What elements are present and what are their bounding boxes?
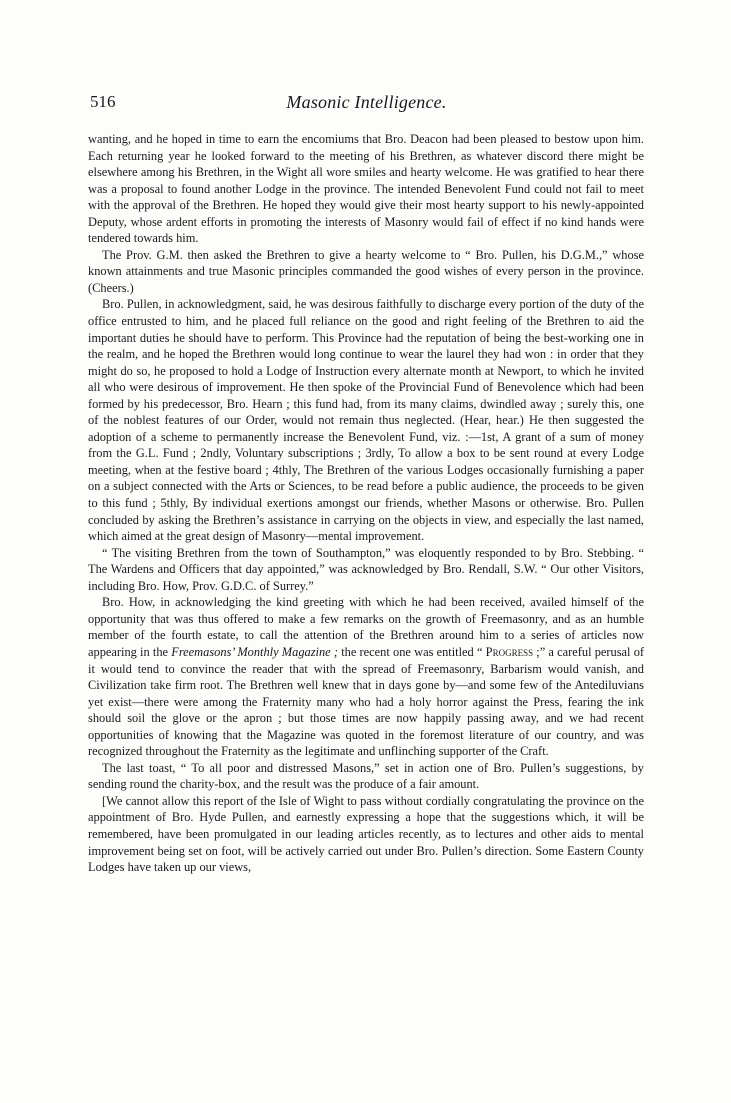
paragraph-bro-how-pre: Bro. How, in acknowledging the kind greeting with which he had been received, availed himself of the opportunity that was thus offered to make a few remarks on the growth of Freemasonry, and as an humble member of the fourth estate, to call the attention of the Brethren around him to a series of articles now appearing in the: [88, 595, 644, 659]
paragraph-pullen-response: Bro. Pullen, in acknowledgment, said, he was desirous faithfully to discharge every portion of the duty of the office entrusted to him, and he placed full reliance on the good and right feeling of the Brethren to aid the important duties he should have to perform. This Province had the reputation of being the best-working one in the realm, and he hoped the Brethren would long continue to wear the laurel they had won : in order that they might do so, he proposed to hold a Lodge of Instruction every alternate month at Newport, to which he invited all who were desirous of improvement. He then spoke of the Provincial Fund of Benevolence which had been formed by his predecessor, Bro. Hearn ; this fund had, from its many claims, dwindled away ; surely this, one of the noblest features of our Order, would not remain thus neglected. (Hear, hear.) He then suggested the adoption of a scheme to permanently increase the Benevolent Fund, viz. :—1st, A grant of a sum of money from the G.L. Fund ; 2ndly, Voluntary subscriptions ; 3rdly, To allow a box to be sent round at every Lodge meeting, when at the festive board ; 4thly, The Brethren of the various Lodges occasionally furnishing a paper on a subject connected with the Arts or Sciences, to be read before a public audience, the proceeds to be given to this fund ; 5thly, By individual exertions amongst our friends, whether Masons or otherwise. Bro. Pullen concluded by asking the Brethren’s assistance in carrying on the objects in view, and especially the last named, which aimed at the great design of Masonry—mental improvement.: [88, 297, 644, 544]
paragraph-prov-gm-toast: The Prov. G.M. then asked the Brethren to give a hearty welcome to “ Bro. Pullen, his D.G.M.,” whose known attainments and true Masonic principles commanded the good wishes of every person in the province. (Cheers.): [88, 247, 644, 295]
paragraph-editorial-note: [We cannot allow this report of the Isle of Wight to pass without cordially congratulating the province on the appointment of Bro. Hyde Pullen, and earnestly expressing a hope that the suggestions which, it will be remembered, have been promulgated in our leading articles recently, as to lectures and other aids to mental improvement being set on foot, will be actively carried out under Bro. Pullen’s direction. Some Eastern County Lodges have taken up our views,: [88, 793, 644, 875]
paragraph-bro-how: [88, 594, 644, 759]
running-title: Masonic Intelligence.: [286, 92, 447, 112]
running-head: [90, 92, 643, 118]
paragraph-last-toast: The last toast, “ To all poor and distressed Masons,” set in action one of Bro. Pullen’s suggestions, by sending round the charity-box, and the result was the produce of a fair amount.: [88, 760, 644, 792]
paragraph-bro-how-mid: the recent one was entitled “: [338, 644, 486, 659]
paragraph-bro-how-post: ;” a careful perusal of it would tend to convince the reader that with the spread of Freemasonry, Barbarism would vanish, and Civilization take firm root. The Brethren well knew that in days gone by—and some few of the Antediluvians yet exist—there were among the Fraternity many who had a holy horror against the Press, fearing the ink should soil the glove or the apron ; but those times are now happily passing away, and we had recent opportunities of knowing that the Magazine was quoted in the foremost literature of our country, and was recognized throughout the Fraternity as the legitimate and unflinching supporter of the Craft.: [88, 644, 645, 759]
paragraph-continuation: wanting, and he hoped in time to earn the encomiums that Bro. Deacon had been pleased to bestow upon him. Each returning year he looked forward to the meeting of his Brethren, as whatever discord there might be elsewhere among his Brethren, in the Wight all wore smiles and hearty welcome. He was gratified to hear there was a proposal to found another Lodge in the province. The intended Benevolent Fund could not fail to meet with the approval of the Brethren. He hoped they would give their most hearty support to his newly-appointed Deputy, whose ardent efforts in promoting the interests of Masonry would fail of effect if no kind hands were tendered towards him.: [88, 132, 644, 246]
article-title-progress: Progress: [485, 644, 534, 659]
magazine-title: Freemasons’ Monthly Magazine ;: [171, 644, 339, 659]
paragraph-visiting-brethren: “ The visiting Brethren from the town of Southampton,” was eloquently responded to by Bro. Stebbing. “ The Wardens and Officers that day appointed,” was acknowledged by Bro. Rendall, S.W. “ Our other Visitors, including Bro. How, Prov. G.D.C. of Surrey.”: [88, 545, 644, 593]
page-number: 516: [90, 92, 116, 111]
article-body: [88, 131, 644, 876]
